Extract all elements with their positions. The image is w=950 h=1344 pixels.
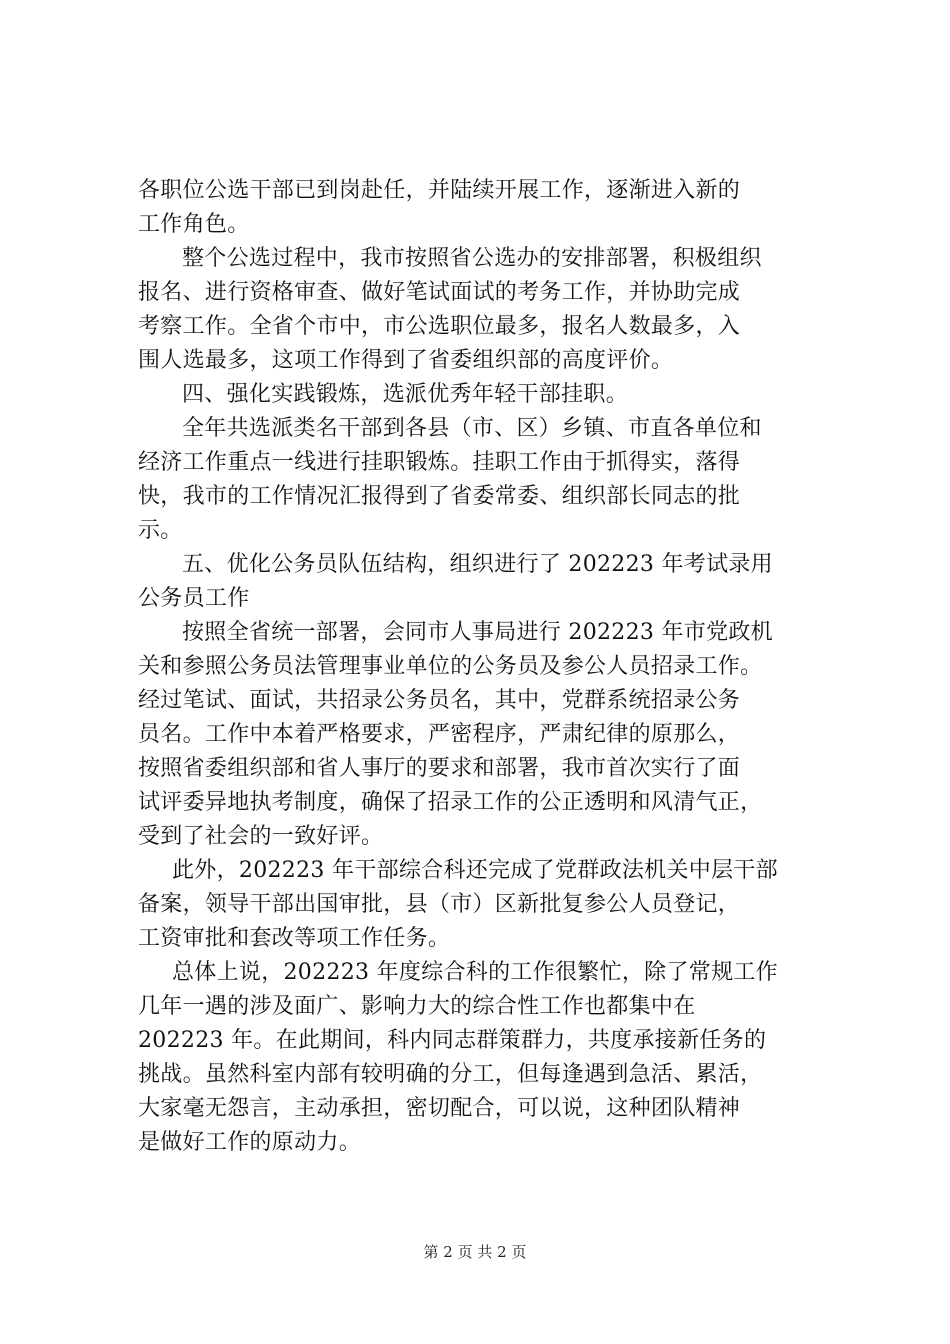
page-footer: 第 2 页 共 2 页	[423, 1243, 527, 1261]
text-line: 按照省委组织部和省人事厅的要求和部署，我市首次实行了面	[138, 756, 741, 781]
text-line: 全年共选派类名干部到各县（市、区）乡镇、市直各单位和	[182, 416, 762, 441]
text-line: 经济工作重点一线进行挂职锻炼。挂职工作由于抓得实，落得	[138, 450, 741, 475]
text-line: 几年一遇的涉及面广、影响力大的综合性工作也都集中在	[138, 994, 696, 1019]
text-line: 示。	[138, 518, 183, 543]
text-line: 经过笔试、面试，共招录公务员名，其中，党群系统招录公务	[138, 688, 741, 713]
section-heading: 四、强化实践锻炼，选派优秀年轻干部挂职。	[182, 382, 629, 407]
text-line: 备案，领导干部出国审批，县（市）区新批复参公人员登记，	[138, 892, 741, 917]
text-line: 围人选最多，这项工作得到了省委组织部的高度评价。	[138, 348, 674, 373]
text-line: 总体上说，202223 年度综合科的工作很繁忙，除了常规工作	[172, 960, 778, 985]
text-line: 工作角色。	[138, 212, 250, 237]
text-line: 试评委异地执考制度，确保了招录工作的公正透明和风清气正，	[138, 790, 763, 815]
text-line: 挑战。虽然科室内部有较明确的分工，但每逢遇到急活、累活，	[138, 1062, 763, 1087]
text-line: 考察工作。全省个市中，市公选职位最多，报名人数最多，入	[138, 314, 741, 339]
text-line: 202223 年。在此期间，科内同志群策群力，共度承接新任务的	[138, 1028, 767, 1053]
text-line: 快，我市的工作情况汇报得到了省委常委、组织部长同志的批	[138, 484, 741, 509]
text-line: 关和参照公务员法管理事业单位的公务员及参公人员招录工作。	[138, 654, 763, 679]
text-line: 此外，202223 年干部综合科还完成了党群政法机关中层干部	[172, 858, 778, 883]
text-line: 员名。工作中本着严格要求，严密程序，严肃纪律的原那么，	[138, 722, 741, 747]
section-heading: 五、优化公务员队伍结构，组织进行了 202223 年考试录用	[182, 552, 773, 577]
text-line: 按照全省统一部署，会同市人事局进行 202223 年市党政机	[182, 620, 773, 645]
section-heading: 公务员工作	[138, 586, 250, 611]
text-line: 报名、进行资格审查、做好笔试面试的考务工作，并协助完成	[138, 280, 741, 305]
text-line: 是做好工作的原动力。	[138, 1130, 362, 1155]
text-line: 整个公选过程中，我市按照省公选办的安排部署，积极组织	[182, 246, 762, 271]
text-line: 大家毫无怨言，主动承担，密切配合，可以说，这种团队精神	[138, 1096, 741, 1121]
text-line: 受到了社会的一致好评。	[138, 824, 384, 849]
text-line: 各职位公选干部已到岗赴任，并陆续开展工作，逐渐进入新的	[138, 178, 741, 203]
text-line: 工资审批和套改等项工作任务。	[138, 926, 451, 951]
